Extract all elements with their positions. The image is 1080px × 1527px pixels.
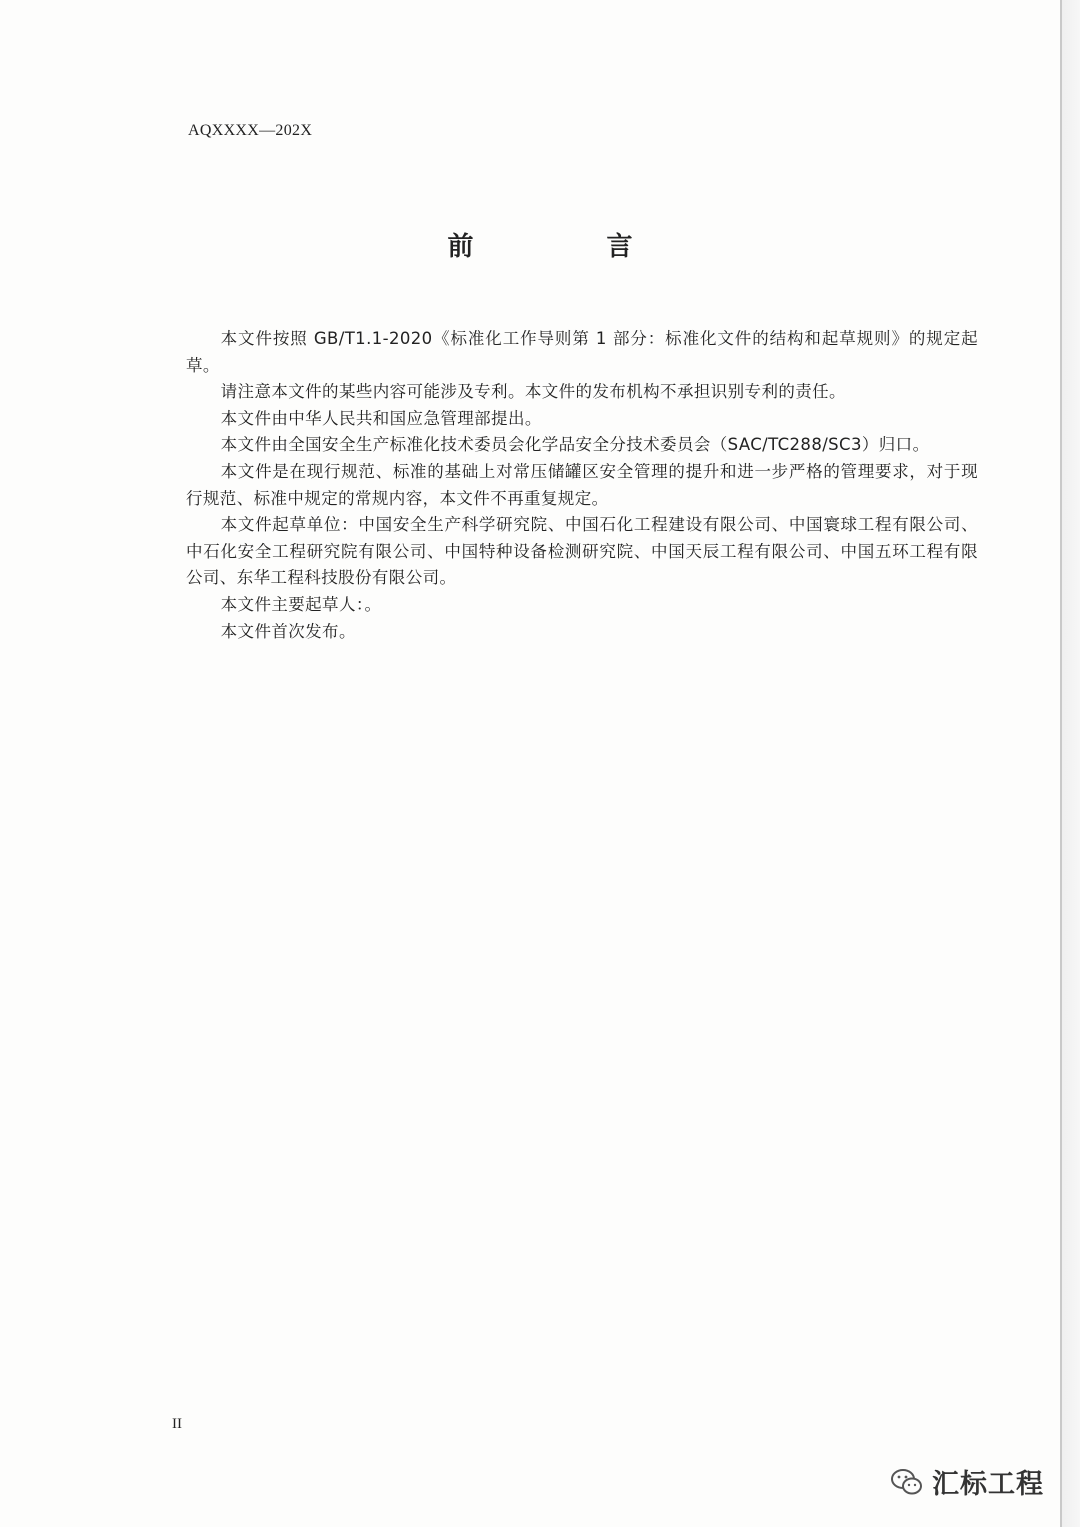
document-body — [186, 326, 978, 645]
paragraph-drafters: 本文件主要起草人：。 — [220, 594, 382, 614]
page-title: 前 言 — [447, 232, 695, 262]
paragraph-drafting-units: 本文件起草单位：中国安全生产科学研究院、中国石化工程建设有限公司、中国寰球工程有限公司、中石化安全工程研究院有限公司、中国特种设备检测研究院、中国天辰工程有限公司、中国五环工程有限公司、东华工程科技股份有限公司。 — [186, 515, 978, 588]
watermark-text: 汇标工程 — [932, 1469, 1044, 1500]
paragraph-centralized-unit: 本文件由全国安全生产标准化技术委员会化学品安全分技术委员会（SAC/TC288/SC3）归口。 — [220, 435, 930, 455]
document-code: AQXXXX—202X — [188, 122, 313, 139]
page-number: II — [172, 1416, 182, 1432]
wechat-icon — [890, 1467, 924, 1497]
paragraph-scope-note: 本文件是在现行规范、标准的基础上对常压储罐区安全管理的提升和进一步严格的管理要求，对于现行规范、标准中规定的常规内容，本文件不再重复规定。 — [186, 461, 978, 508]
paragraph-first-release: 本文件首次发布。 — [220, 621, 356, 641]
paragraph-proposer: 本文件由中华人民共和国应急管理部提出。 — [220, 408, 542, 428]
watermark — [890, 1462, 1044, 1501]
paragraph-patent-notice: 请注意本文件的某些内容可能涉及专利。本文件的发布机构不承担识别专利的责任。 — [220, 382, 846, 402]
paragraph-drafting-basis: 本文件按照 GB/T1.1-2020《标准化工作导则第 1 部分：标准化文件的结构和起草规则》的规定起草。 — [186, 329, 978, 375]
